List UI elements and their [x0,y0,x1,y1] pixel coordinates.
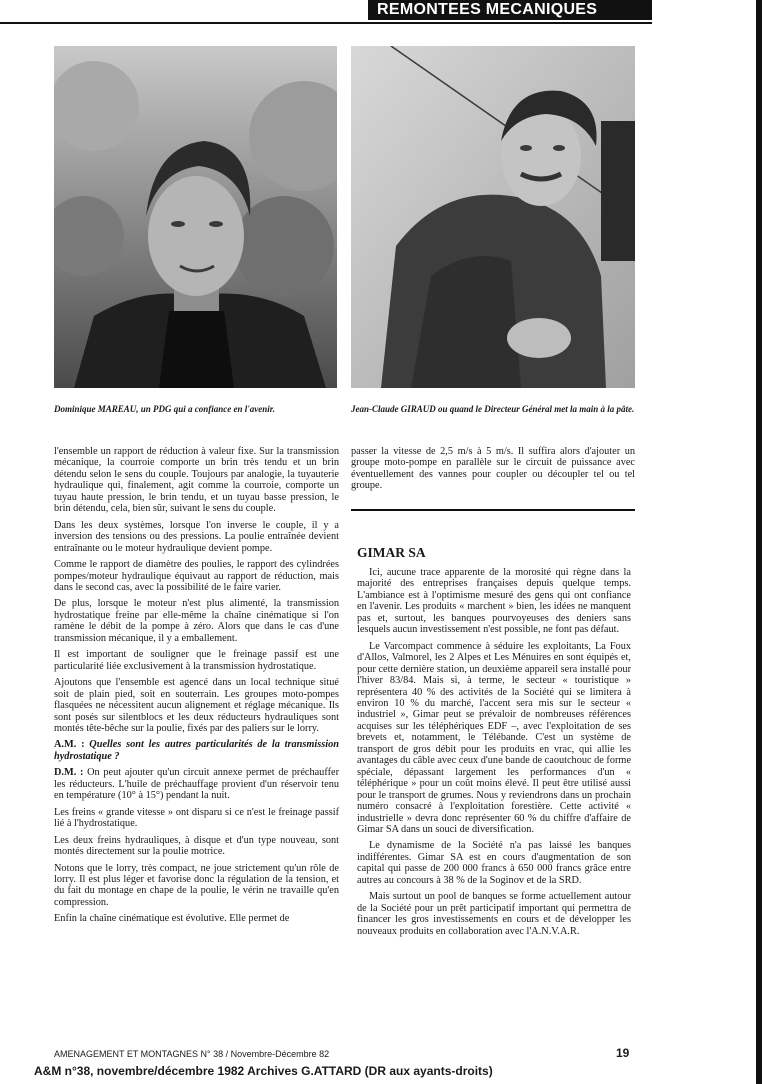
paragraph: De plus, lorsque le moteur n'est plus alimenté, la transmission hydrostatique freine par elle-même la chaîne cinématique si l'on ramène le débit de la pompe à zéro. Alors que dans le cas d'une transmission mécanique, il y a emballement. [54,598,339,644]
paragraph: Ici, aucune trace apparente de la morosité qui règne dans la majorité des entreprises françaises depuis quelque temps. L'ambiance est à l'optimisme mesuré des gens qui ont confiance en l'avenir. Les produits « marchent » bien, les idées ne manquent pas et, surtout, les banques pourvoyeuses des deniers sans lesquels aucun investissement n'est possible, ne font pas défaut. [357,567,631,636]
paragraph: l'ensemble un rapport de réduction à valeur fixe. Sur la transmission mécanique, la courroie comporte un brin très tendu et un brin détendu selon le sens du couple. Toujours par analogie, la tuyauterie hydraulique qui, finalement, agit comme la courroie, comporte un tuyau haute pression, le brin tendu, et un tuyau basse pression, le brin détendu, cela, bien sûr, suivant le sens du couple. [54,446,339,515]
archive-note: A&M n°38, novembre/décembre 1982 Archives G.ATTARD (DR aux ayants-droits) [34,1064,493,1078]
paragraph: Le Varcompact commence à séduire les exploitants, La Foux d'Allos, Valmorel, les 2 Alpes et Les Ménuires en sont équipés et, pour cette dernière station, un deuxième appareil sera installé pour l'hiver 83/84. Mais si, à terme, le secteur « touristique » représentera 40 % des activités de la Société qui se limitera à environ 10 % du marché, l'accent sera mis sur le secteur « industriel », Gimar peut se prévaloir de nombreuses références acquises sur les téléphériques EDF –, avec l'exploitation de ses brevets et, notamment, le Télébande. C'est un système de transport de gros débit pour les produits en vrac, qui allie les avantages du câble avec ceux d'une bande de caoutchouc de forme spéciale, dépassant largement les performances d'un « téléphérique » pour un coût moins élevé. Il peut être utilisé aussi pour le transport de grumes. Nous y reviendrons dans un prochain numéro consacré à l'exploitation forestière. Cette activité « industrielle » devra donc représenter 60 % du chiffre d'affaire de Gimar SA dans un souci de diversification. [357,640,632,835]
portrait-photo-giraud [351,46,635,388]
answer-text: On peut ajouter qu'un circuit annexe permet de préchauffer les réducteurs. L'huile de préchauffage provient d'un réservoir tenu en température (10° à 15°) pendant la nuit. [54,767,339,802]
interview-question [54,739,339,762]
article-column-right [357,545,631,942]
section-header-band [368,0,652,20]
top-rule [0,22,652,24]
answer-label: D.M. : [54,767,84,779]
section-heading: GIMAR SA [357,545,426,560]
portrait-illustration [351,46,635,388]
page-number: 19 [616,1046,630,1060]
interview-answer [54,767,339,801]
magazine-footer: AMENAGEMENT ET MONTAGNES N° 38 / Novembre-Décembre 82 [54,1049,330,1059]
article-column-left [54,446,339,930]
photo-caption-right: Jean-Claude GIRAUD ou quand le Directeur Général met la main à la pâte. [351,404,635,414]
scan-edge [756,0,762,1084]
paragraph: Mais surtout un pool de banques se forme actuellement autour de la Société pour un prêt participatif important qui permettra de financer les gros investissements en cours et de développer les nouveaux produits en collaboration avec l'A.N.V.A.R. [357,891,631,937]
section-title: REMONTEES MECANIQUES [377,1,598,18]
paragraph: Les freins « grande vitesse » ont disparu si ce n'est le freinage passif lié à l'hydrostatique. [54,806,339,830]
section-divider [351,509,635,511]
article-column-right-continuation [351,446,635,497]
paragraph: Dans les deux systèmes, lorsque l'on inverse le couple, il y a inversion des tensions ou des pressions. La poulie entraînée devient entraînante ou le moteur hydraulique devient pompe. [54,519,339,554]
paragraph: Ajoutons que l'ensemble est agencé dans un local technique situé soit de plain pied, soit en souterrain. Les groupes moto-pompes flasquées ne nécessitent aucun alignement et réglage mécanique. Ils sont posés sur silentblocs et les deux réducteurs hydrauliques sont montés tête-bêche sur la poulie, fixés par des paliers sur le lorry. [54,677,339,734]
photo-caption-left: Dominique MAREAU, un PDG qui a confiance en l'avenir. [54,404,276,414]
paragraph: Notons que le lorry, très compact, ne joue strictement qu'un rôle de lorry. Il est plus léger et favorise donc la régulation de la tension, et du fait du montage en chape de la poulie, le vérin ne travaille qu'en compression. [54,862,339,908]
question-label: A.M. : [54,739,85,751]
paragraph: Les deux freins hydrauliques, à disque et d'un type nouveau, sont montés directement sur la poulie motrice. [54,834,339,858]
paragraph: Enfin la chaîne cinématique est évolutive. Elle permet de [54,913,290,925]
portrait-illustration [54,46,337,388]
paragraph: Comme le rapport de diamètre des poulies, le rapport des cylindrées pompes/moteur hydraulique équivaut au rapport de réduction, mais dans le second cas, avec la possibilité de le faire varier. [54,559,339,593]
portrait-photo-mareau [54,46,337,388]
question-text: Quelles sont les autres particularités de la transmission hydrostatique ? [54,739,339,762]
paragraph: Le dynamisme de la Société n'a pas laissé les banques indifférentes. Gimar SA est en cours d'augmentation de son capital qui passe de 200 000 francs à 650 000 francs grâce entre autres au concours à 38 % de la Soginov et de la SRD. [357,840,631,886]
paragraph: Il est important de souligner que le freinage passif est une particularité liée exclusivement à la transmission hydrostatique. [54,649,339,672]
paragraph: passer la vitesse de 2,5 m/s à 5 m/s. Il suffira alors d'ajouter un groupe moto-pompe en parallèle sur le circuit de puissance avec éventuellement des vannes pour coupler ou découpler tel ou tel groupe. [351,446,635,492]
archive-band [0,1062,756,1084]
